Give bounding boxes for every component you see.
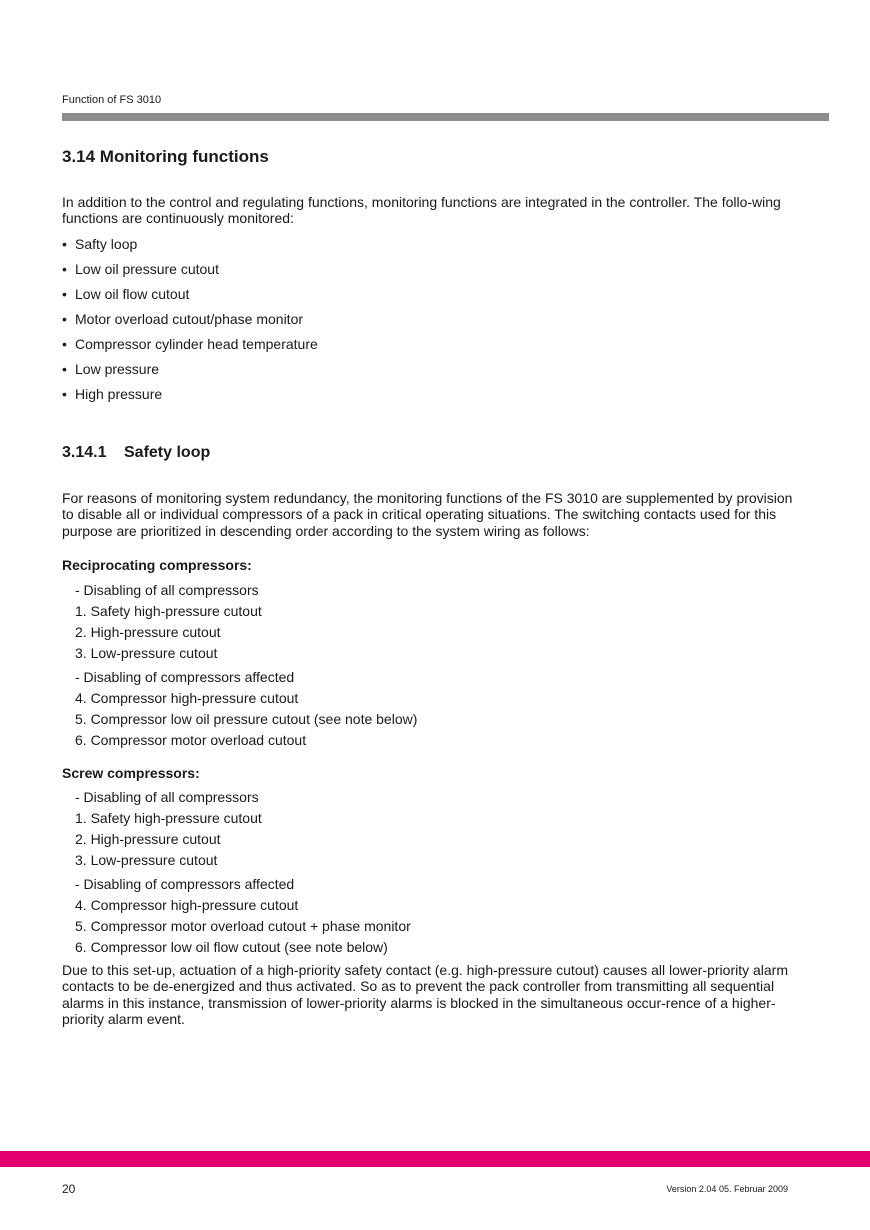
list-item: - Disabling of all compressors — [75, 789, 259, 805]
subsection-number: 3.14.1 — [62, 444, 107, 461]
list-item: • Safty loop — [62, 232, 318, 257]
page-number: 20 — [62, 1182, 76, 1196]
list-item: 1. Safety high-pressure cutout — [75, 603, 262, 619]
subsection-title — [62, 444, 210, 462]
list-item: • Low oil pressure cutout — [62, 257, 318, 282]
list-item: 5. Compressor low oil pressure cutout (see note below) — [75, 711, 418, 727]
subsection-label: Safety loop — [124, 444, 211, 461]
list-item: • High pressure — [62, 382, 318, 407]
list-item: 3. Low-pressure cutout — [75, 645, 218, 661]
list-item: • Low oil flow cutout — [62, 282, 318, 307]
running-header: Function of FS 3010 — [62, 94, 162, 106]
list-item: • Motor overload cutout/phase monitor — [62, 307, 318, 332]
screw-list-a — [75, 787, 262, 871]
list-item: 1. Safety high-pressure cutout — [75, 810, 262, 826]
screw-list-b — [75, 874, 411, 958]
subsection-intro: For reasons of monitoring system redundancy, the monitoring functions of the FS 3010 are supplemented by provision to disable all or individual compressors of a pack in critical operating situations. The switching contacts used for this purpose are prioritized in descending order according to the system wiring as follows: — [62, 490, 793, 539]
section-title: 3.14 Monitoring functions — [62, 147, 269, 166]
section-intro: In addition to the control and regulating functions, monitoring functions are integrated in the controller. The follo-wing functions are continuously monitored: — [62, 194, 781, 227]
list-item: 6. Compressor low oil flow cutout (see note below) — [75, 939, 388, 955]
reciprocating-list-b — [75, 667, 417, 751]
list-item: • Compressor cylinder head temperature — [62, 332, 318, 357]
list-item: - Disabling of compressors affected — [75, 876, 295, 892]
reciprocating-heading: Reciprocating compressors: — [62, 557, 252, 573]
list-item: 6. Compressor motor overload cutout — [75, 732, 307, 748]
footer-bar — [0, 1151, 870, 1167]
version-info: Version 2.04 05. Februar 2009 — [666, 1184, 788, 1194]
list-item: 2. High-pressure cutout — [75, 624, 221, 640]
list-item: 4. Compressor high-pressure cutout — [75, 897, 299, 913]
header-rule — [62, 113, 829, 121]
reciprocating-list-a — [75, 580, 262, 664]
list-item: - Disabling of compressors affected — [75, 669, 295, 685]
list-item: 4. Compressor high-pressure cutout — [75, 690, 299, 706]
list-item: 2. High-pressure cutout — [75, 831, 221, 847]
monitored-functions-list — [62, 232, 318, 407]
list-item: • Low pressure — [62, 357, 318, 382]
list-item: 5. Compressor motor overload cutout + phase monitor — [75, 918, 411, 934]
list-item: 3. Low-pressure cutout — [75, 852, 218, 868]
screw-heading: Screw compressors: — [62, 765, 200, 781]
list-item: - Disabling of all compressors — [75, 582, 259, 598]
closing-paragraph: Due to this set-up, actuation of a high-priority safety contact (e.g. high-pressure cutout) causes all lower-priority alarm contacts to be de-energized and thus activated. So as to prevent the pack controller from transmitting all sequential alarms in this instance, transmission of lower-priority alarms is blocked in the simultaneous occur-rence of a higher-priority alarm event. — [62, 962, 788, 1027]
